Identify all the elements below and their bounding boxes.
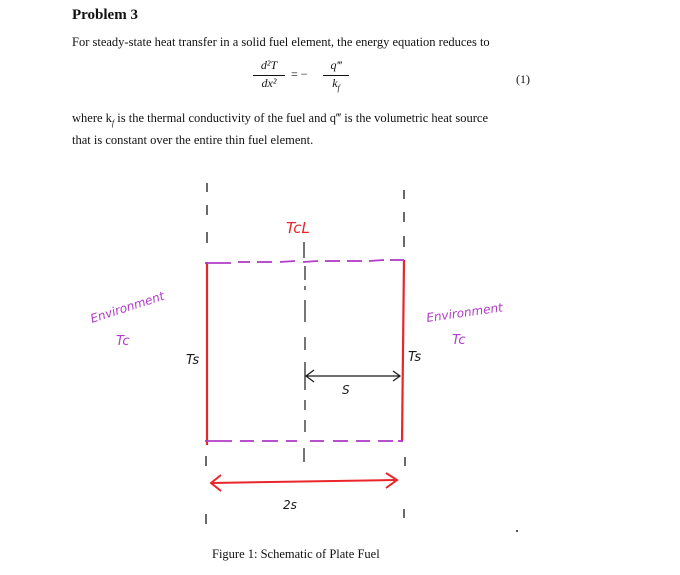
lhs-numerator: d²T xyxy=(260,58,278,72)
equals-minus: = − xyxy=(291,67,308,81)
full-thickness-arrow xyxy=(211,473,397,491)
equation-number: (1) xyxy=(516,72,530,86)
right-environment-temp: Tc xyxy=(452,333,466,348)
half-thickness-arrow xyxy=(306,370,400,382)
half-thickness-label: S xyxy=(342,383,350,397)
right-surface-temp: Ts xyxy=(408,350,422,365)
lhs-denominator: dx² xyxy=(261,76,277,90)
problem-title: Problem 3 xyxy=(72,7,138,23)
rhs-numerator: q‴ xyxy=(330,58,342,72)
left-surface-temp: Ts xyxy=(186,353,200,368)
intro-paragraph: For steady-state heat transfer in a solid fuel element, the energy equation reduces to xyxy=(72,35,490,49)
left-environment-label: Environment xyxy=(88,288,167,326)
full-thickness-label: 2s xyxy=(283,498,297,512)
centerline xyxy=(304,242,305,462)
stray-dot xyxy=(516,530,518,532)
figure-caption: Figure 1: Schematic of Plate Fuel xyxy=(212,547,380,561)
rhs-denominator: $k_f$ xyxy=(332,76,340,93)
where-paragraph: where $k_f$ is the thermal conductivity of the fuel and q‴ is the volumetric heat source that is constant over the entire thin fuel element. xyxy=(72,111,489,147)
left-environment-temp: Tc xyxy=(116,334,130,349)
plate-top-boundary xyxy=(205,260,404,263)
centerline-temp-label: TcL xyxy=(286,219,310,237)
right-environment-label: Environment xyxy=(425,300,504,325)
